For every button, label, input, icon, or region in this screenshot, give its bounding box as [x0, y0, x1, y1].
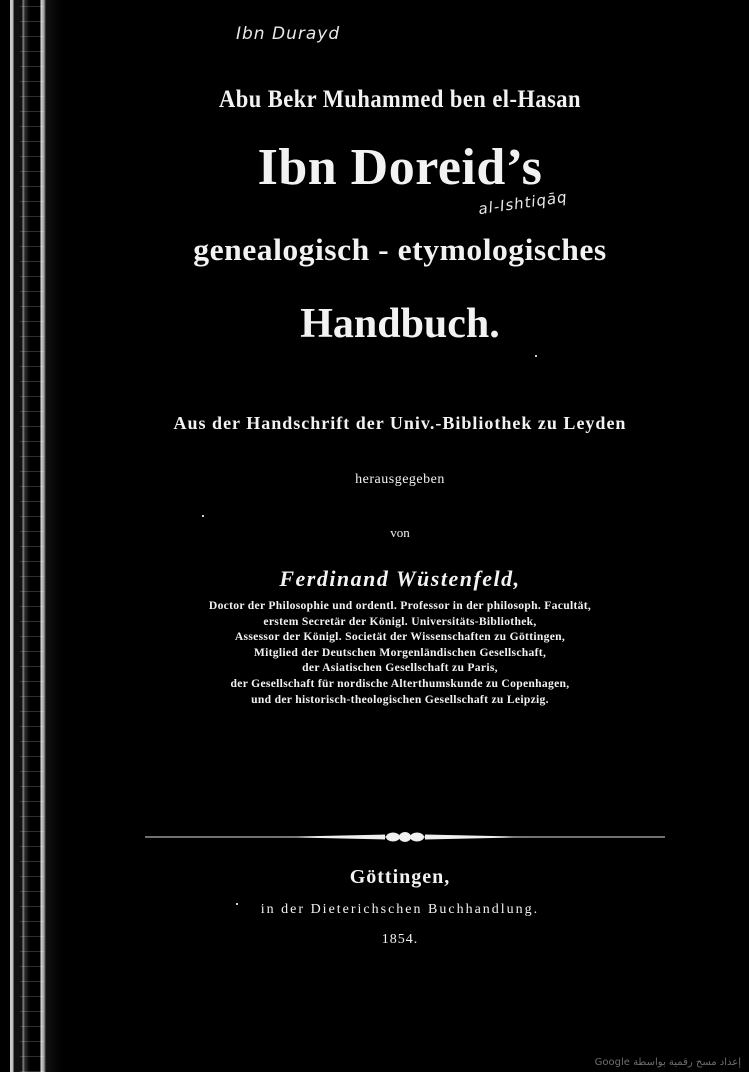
scan-speck	[535, 355, 537, 357]
source-line: Aus der Handschrift der Univ.-Bibliothek zu Leyden	[173, 413, 627, 433]
credential-line: und der historisch-theologischen Gesellschaft zu Leipzig.	[251, 692, 549, 706]
publication-year: 1854.	[381, 932, 419, 947]
book-spine	[0, 0, 62, 1072]
credential-line: Assessor der Königl. Societät der Wissenschaften zu Göttingen,	[234, 630, 566, 644]
von-line: von	[390, 525, 410, 540]
work-author-name: Ibn Doreid’s	[257, 139, 543, 196]
edited-by-line: herausgegeben	[355, 472, 445, 487]
author-line: Abu Bekr Muhammed ben el-Hasan	[219, 86, 581, 113]
title-subtitle: genealogisch - etymologisches	[193, 232, 607, 267]
credential-line: der Gesellschaft für nordische Alterthumskunde zu Copenhagen,	[230, 676, 570, 690]
credential-line: Doctor der Philosophie und ordentl. Professor in der philosoph. Facultät,	[208, 599, 592, 612]
scan-speck	[202, 515, 204, 517]
google-watermark: Google إعداد مسح رقمية بواسطة	[594, 1057, 741, 1068]
title-handbuch: Handbuch.	[300, 301, 500, 347]
scan-speck	[236, 903, 238, 905]
credential-line: erstem Secretär der Königl. Universitäts-Bibliothek,	[263, 614, 537, 628]
editor-name: Ferdinand Wüstenfeld,	[279, 566, 521, 591]
handwritten-top-note: Ibn Durayd	[236, 24, 341, 44]
publisher-line: in der Dieterichschen Buchhandlung.	[260, 902, 540, 917]
ornamental-rule	[145, 830, 665, 844]
handwritten-side-note: al-Ishtiqāq	[477, 187, 569, 219]
credential-line: der Asiatischen Gesellschaft zu Paris,	[302, 661, 498, 675]
publication-place: Göttingen,	[349, 866, 451, 888]
editor-credentials	[80, 598, 720, 707]
credential-line: Mitglied der Deutschen Morgenländischen Gesellschaft,	[253, 645, 547, 659]
